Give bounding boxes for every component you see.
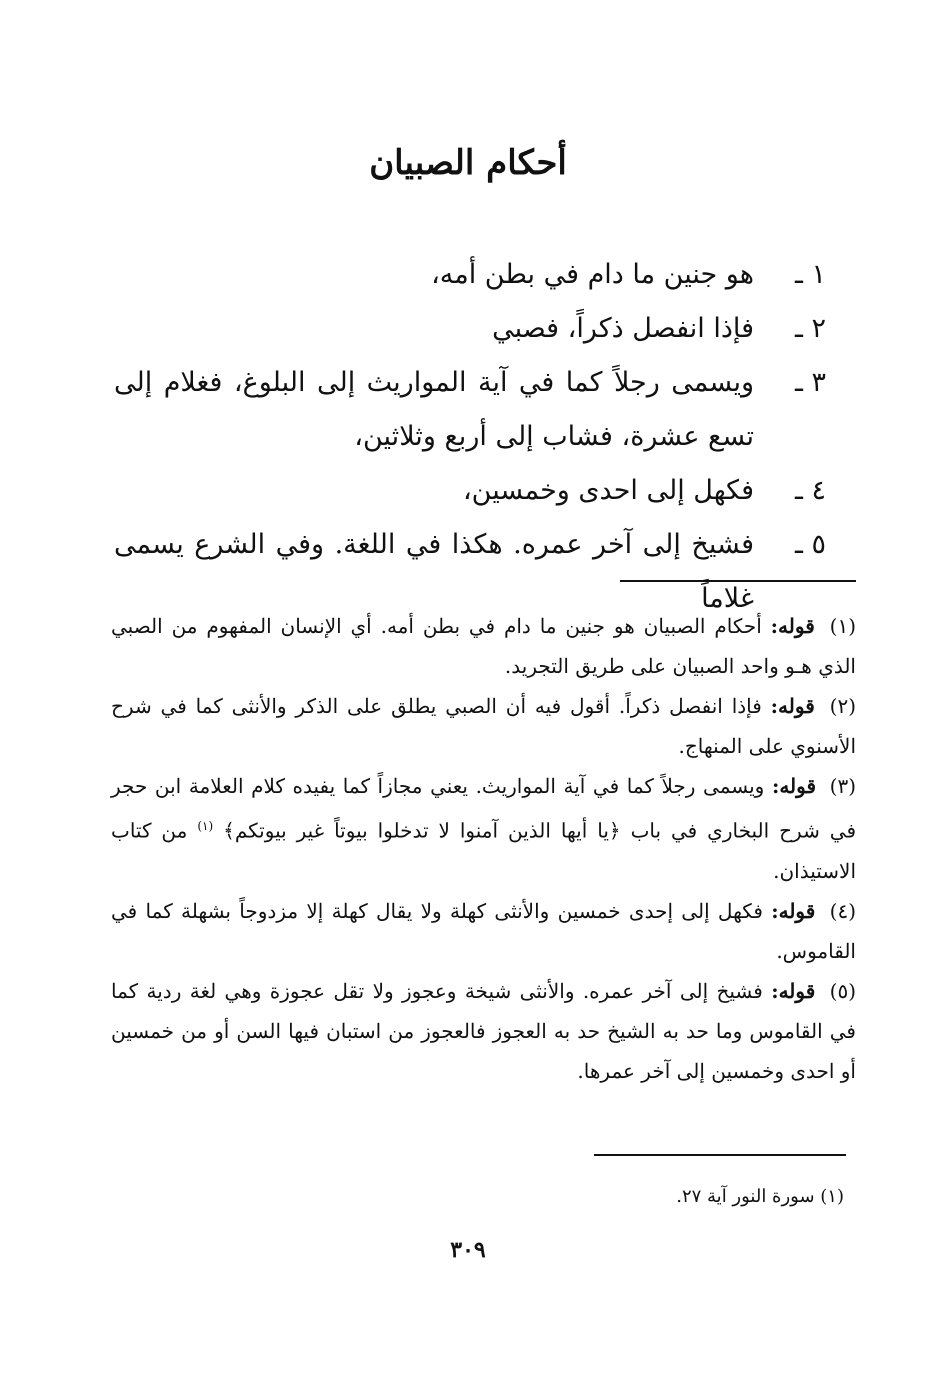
item-number: ١ ـ [794,259,826,290]
item-text: فإذا انفصل ذكراً، فصبي [492,313,754,344]
item-text: ويسمى رجلاً كما في آية المواريث إلى البلوغ، فغلام إلى تسع عشرة، فشاب إلى أربع وثلاثين، [114,367,754,452]
commentary-note [111,686,856,766]
main-text-item [114,302,826,356]
commentary-section [111,606,856,1091]
note-ref: (٤) [829,898,856,923]
item-text: فكهل إلى احدى وخمسين، [462,475,754,506]
footnote-marker[interactable]: (١) [197,819,214,833]
note-text: فكهل إلى إحدى خمسين والأنثى كهلة ولا يقال كهلة إلا مزدوجاً بشهلة كما في القاموس. [111,898,856,963]
note-ref: (١) [829,614,857,638]
commentary-note [111,971,856,1091]
item-number: ٣ ـ [794,367,826,398]
note-text: فإذا انفصل ذكراً. أقول فيه أن الصبي يطلق على الذكر والأنثى كما في شرح الأسنوي على المنهاج. [111,694,856,758]
footnote-divider [594,1154,846,1156]
note-lead: قوله: [771,898,816,923]
note-ref: (٣) [829,774,856,798]
main-text-item [114,464,826,518]
note-text-after: من كتاب الاستيذان. [111,818,856,883]
note-lead: قوله: [770,614,815,638]
main-text-item [114,356,826,464]
note-lead: قوله: [770,694,815,718]
item-text: هو جنين ما دام في بطن أمه، [431,259,754,290]
note-text: فشيخ إلى آخر عمره. والأنثى شيخة وعجوز ولا تقل عجوزة وهي لغة ردية كما في القاموس وما حد به الشيخ حد به العجوز فالعجوز من استبان فيها السن أو من خمسين أو احدى وخمسين إلى آخر عمرها. [111,978,856,1083]
item-number: ٥ ـ [794,529,826,560]
note-text: ويسمى رجلاً كما في آية المواريث. يعني مجازاً كما يفيده كلام العلامة ابن حجر في شرح البخاري في باب ﴿يا أيها الذين آمنوا لا تدخلوا بيوتاً غير بيوتكم﴾ [111,774,856,843]
commentary-note [111,766,856,891]
commentary-note [111,891,856,971]
item-number: ٢ ـ [794,313,826,344]
item-text: فشيخ إلى آخر عمره. هكذا في اللغة. وفي الشرع يسمى غلاماً [114,529,754,614]
main-text-list [114,248,826,626]
main-text-item [114,248,826,302]
item-number: ٤ ـ [794,475,826,506]
note-ref: (٥) [829,978,856,1003]
page-number: ٣٠٩ [450,1237,486,1263]
note-ref: (٢) [829,694,856,718]
footnote: (١) سورة النور آية ٢٧. [676,1186,844,1207]
note-lead: قوله: [771,774,817,798]
note-text: أحكام الصبيان هو جنين ما دام في بطن أمه. أي الإنسان المفهوم من الصبي الذي هـو واحد الصبيان على طريق التجريد. [111,614,856,678]
main-divider [620,580,856,582]
commentary-note [111,606,856,686]
note-lead: قوله: [771,978,816,1003]
page-title: أحكام الصبيان [369,143,567,183]
